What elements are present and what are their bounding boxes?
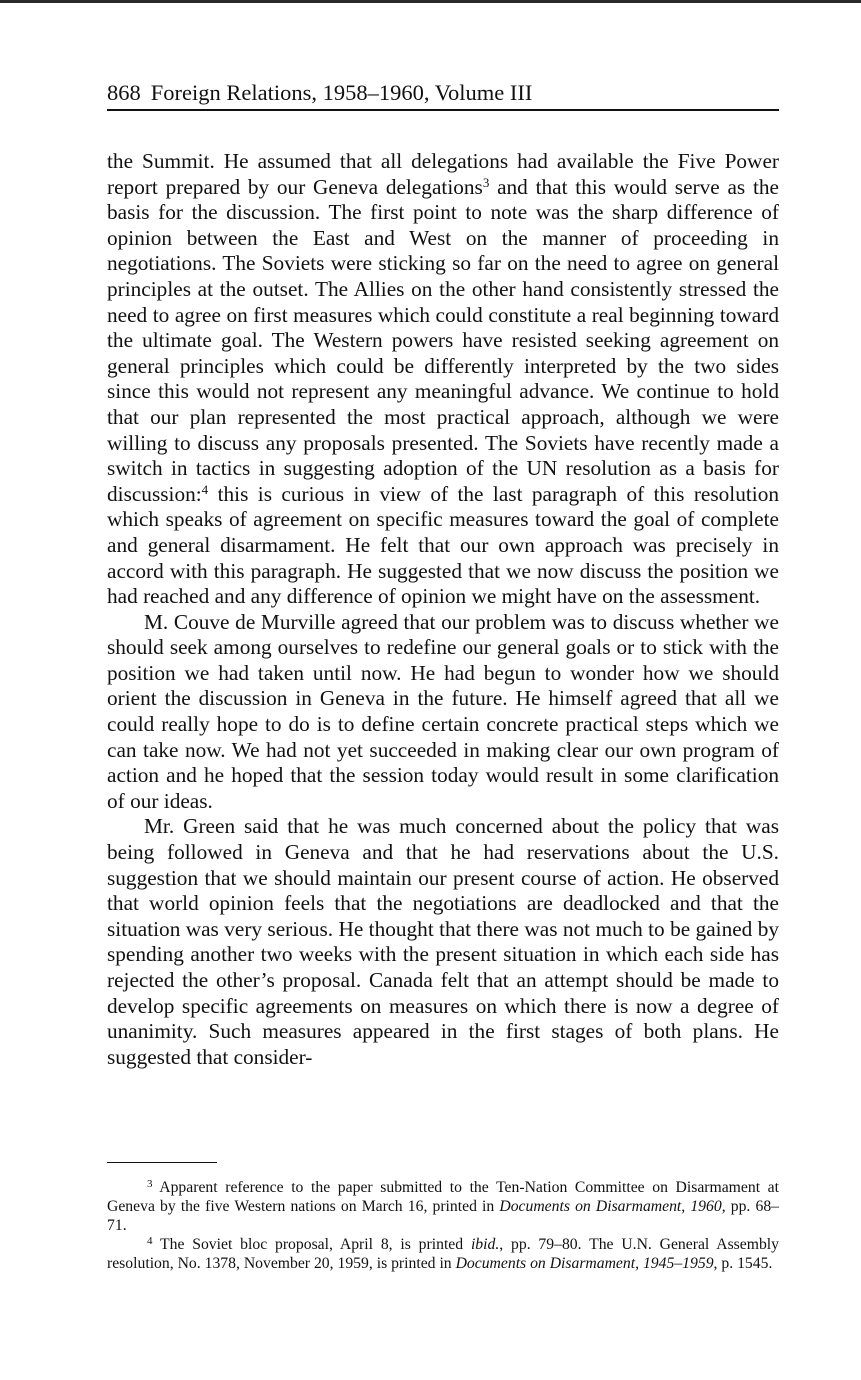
paragraph-3: Mr. Green said that he was much concerned about the policy that was being followed in Geneva and that he had reservations about the U.S. suggestion that we should maintain our present course of action. He observed that world opinion feels that the negotiations are deadlocked and that the situation was very serious. He thought that there was not much to be gained by spending another two weeks with the present situation in which each side has rejected the other’s proposal. Canada felt that an attempt should be made to develop specific agreements on measures on which there is now a degree of unanimity. Such measures appeared in the first stages of both plans. He suggested that consider- (107, 814, 779, 1069)
footnotes (107, 1178, 779, 1273)
paragraph-2: M. Couve de Murville agreed that our problem was to discuss whether we should seek among ourselves to redefine our general goals or to stick with the position we had taken until now. He had begun to wonder how we should orient the discussion in Geneva in the future. He himself agreed that all we could really hope to do is to define certain concrete practical steps which we can take now. We had not yet succeeded in making clear our own program of action and he hoped that the session today would result in some clarification of our ideas. (107, 609, 779, 813)
footnote-ref-3: 3 (482, 174, 490, 190)
footnote-number: 4 (147, 1235, 153, 1247)
page-edge (0, 0, 861, 3)
body-text (107, 149, 779, 1070)
footnote-4: $^4$ The Soviet bloc proposal, April 8, is printed ibid., pp. 79–80. The U.N. General Assembly resolution, No. 1378, November 20, 1959, is printed in Documents on Disarmament, 1945–1959, p. 1545. (107, 1235, 779, 1272)
footnote-number: 3 (147, 1178, 153, 1190)
document-page (107, 78, 779, 1070)
running-header (107, 78, 779, 111)
footnote-ref-4: 4 (201, 481, 209, 497)
page-number: 868 (107, 80, 141, 105)
volume-title: Foreign Relations, 1958–1960, Volume III (150, 80, 533, 105)
paragraph-1: the Summit. He assumed that all delegations had available the Five Power report prepared by our Geneva delegations$^3$ and that this would serve as the basis for the discussion. The first point to note was the sharp difference of opinion between the East and West on the manner of proceeding in negotiations. The Soviets were sticking so far on the need to agree on general principles at the outset. The Allies on the other hand consistently stressed the need to agree on first measures which could constitute a real beginning toward the ultimate goal. The Western powers have resisted seeking agreement on general principles which could be differently interpreted by the two sides since this would not represent any meaningful advance. We continue to hold that our plan represented the most practical approach, although we were willing to discuss any proposals presented. The Soviets have recently made a switch in tactics in suggesting adoption of the UN resolution as a basis for discussion:$^4$ this is curious in view of the last paragraph of this resolution which speaks of agreement on specific measures toward the goal of complete and general disarmament. He felt that our own approach was precisely in accord with this paragraph. He suggested that we now discuss the position we had reached and any difference of opinion we might have on the assessment. (107, 149, 779, 609)
footnote-divider (107, 1162, 217, 1163)
footnote-3: $^3$ Apparent reference to the paper submitted to the Ten-Nation Committee on Disarmament at Geneva by the five Western nations on March 16, printed in Documents on Disarmament, 1960, pp. 68–71. (107, 1178, 780, 1234)
